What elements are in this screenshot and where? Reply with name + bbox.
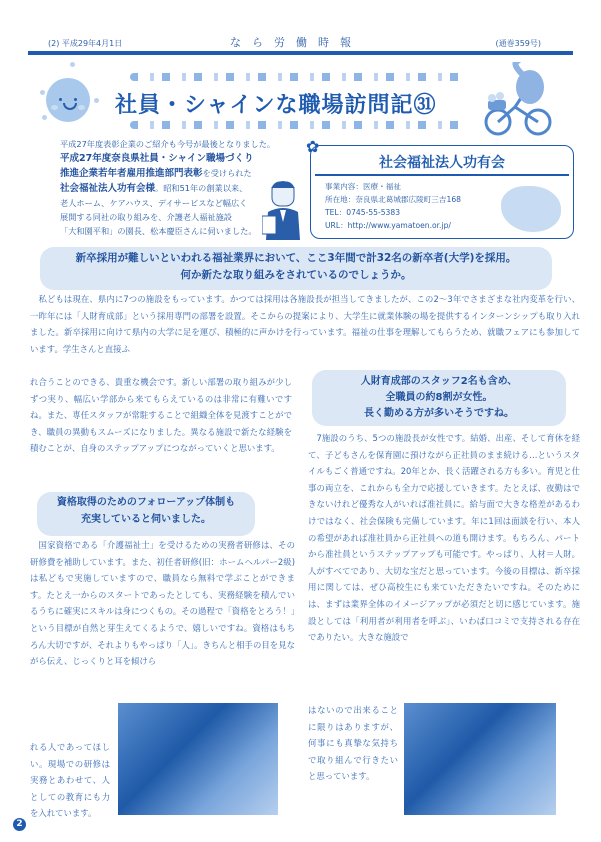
- org-business: 事業内容：医療・福祉: [325, 182, 401, 191]
- answer-3-side: はないので出来ることに限りはありますが、何事にも真摯な気持ちで取り組んで行きたいと思っています。: [308, 705, 398, 782]
- page-number: 2: [13, 818, 26, 831]
- answer-1-full-width: 私どもは現在、県内に7つの施設をもっています。かつては採用は各施設長が担当してきましたが、この2～3年でさまざまな社内変革を行い、一昨年には「人財育成部」という採用専門の部署を設置。そこからの提案により、大学生に就業体験の場を提供するインターンシップも取り入れました。新卒採用に向けて県内の大学に足を運び、積極的に声かけを行っています。福祉の仕事を理解してもらうため、就職フェアにも参加しています。学生さんと直接ふ: [30, 294, 580, 354]
- issue-date: (2) 平成29年4月1日: [48, 39, 123, 48]
- publication-title: なら労働時報: [230, 36, 362, 49]
- issue-number: (通巻359号): [495, 39, 541, 48]
- org-divider: [315, 174, 569, 176]
- decor-dot-icon: [94, 98, 99, 103]
- decor-dot-icon: [70, 62, 75, 67]
- staff-exercise-photo: [404, 703, 556, 815]
- organization-name: 社会福祉法人功有会: [379, 155, 505, 171]
- elephant-bicycle-icon: [480, 62, 560, 137]
- article-title: 社員・シャインな職場訪問記㉛: [115, 93, 437, 118]
- interviewee-illustration-icon: [262, 178, 304, 240]
- sun-mascot-icon: [46, 78, 90, 122]
- answer-2: 国家資格である「介護福祉士」を受けるための実務者研修は、その研修費を補助しています。また、初任者研修(旧：ホームヘルパー2級)は私どもで実施していますので、職員なら無料で学ぶことができます。たとえ一からのスタートであったとしても、実務経験を積んでいるうちに確実にスキルは身につくもの。その過程で「資格をとろう！」という目標が自然と芽生えてくるようで、嬉しいですね。資格はもちろん大切ですが、それよりもやっぱり「人」。きちんと相手の目を見ながら伝え、じっくりと耳を傾けら: [30, 540, 295, 667]
- flower-border-bottom: [130, 121, 470, 129]
- org-tel: TEL：0745-55-5383: [325, 208, 401, 217]
- flower-corner-icon: ✿: [306, 137, 320, 156]
- org-address: 所在地：奈良県北葛城郡広陵町三吉168: [325, 195, 461, 204]
- answer-3: 7施設のうち、5つの施設長が女性です。結婚、出産、そして育休を経て、子どもさんを保育園に預けながら正社員のまま続ける…というスタイルもごく普通ですね。20年とか、長く活躍される方も多い。育児と仕事の両立を、これからも全力で応援していきます。たとえば、夜勤はできないけれど優秀な人がいれば准社員に。給与面で大きな格差があるわけではなく、社会保険も完備しています。年に1回は面談を行い、本人の希望があれば准社員から正社員への道も開けます。もちろん、パートから准社員というステップアップも可能です。やっぱり、人材＝人財。人がすべてであり、大切な宝だと思っています。今後の目標は、新卒採用に関しては、ぜひ高校生にも来ていただきたいですね。そのためには、まずは業界全体のイメージアップが必須だと切に感じています。施設としては「利用者が利用者を呼ぶ」、いわば口コミで支持される存在でありたい。大きな施設で: [308, 433, 580, 643]
- decor-dot-icon: [40, 90, 45, 95]
- decor-dot-icon: [42, 115, 47, 120]
- question-1: 新卒採用が難しいといわれる福祉業界において、ここ3年間で計32名の新卒者(大学)を採用。 何か新たな取り組みをされているのでしょうか。: [40, 247, 552, 290]
- flower-border-top: [130, 73, 470, 81]
- answer-2-side: れる人であってほしい。現場での研修は実務とあわせて、人としての教育にも力を入れています。: [30, 742, 110, 819]
- org-url[interactable]: URL：http://www.yamatoen.or.jp/: [325, 221, 451, 230]
- organization-info-box: [310, 145, 574, 239]
- question-3: 人財育成部のスタッフ2名も含め、 全職員の約8割が女性。 長く勤める方が多いそうですね。: [312, 370, 566, 426]
- intro-text: 平成27年度表彰企業のご紹介も今号が最後となりました。 平成27年度奈良県社員・シャイン職場づくり 推進企業若年者雇用推進部門表彰を受けられた 社会福祉法人功有会様。昭和51年の創業以来、 老人ホーム、ケアハウス、デイサービスなど幅広く 展開する同社の取り組みを、介護老人福祉施設 「大和園平和」の園長、松本慶臣さんに伺いました。: [60, 139, 276, 236]
- question-2: 資格取得のためのフォローアップ体制も 充実していると伺いました。: [37, 492, 255, 536]
- header-divider: [28, 51, 573, 55]
- training-session-photo: [118, 703, 278, 815]
- nara-map-icon: [501, 186, 561, 232]
- answer-1-column: れ合うことのできる、貴重な機会です。新しい部署の取り組みが少しずつ実り、幅広い学部から来てもらえているのは非常に有難いですね。また、専任スタッフが常駐することで組織全体を見渡すことができ、職員の異動もスムーズになりました。異なる施設で新たな経験を積むことが、自身のステップアップにつながっていくと思います。: [30, 377, 292, 454]
